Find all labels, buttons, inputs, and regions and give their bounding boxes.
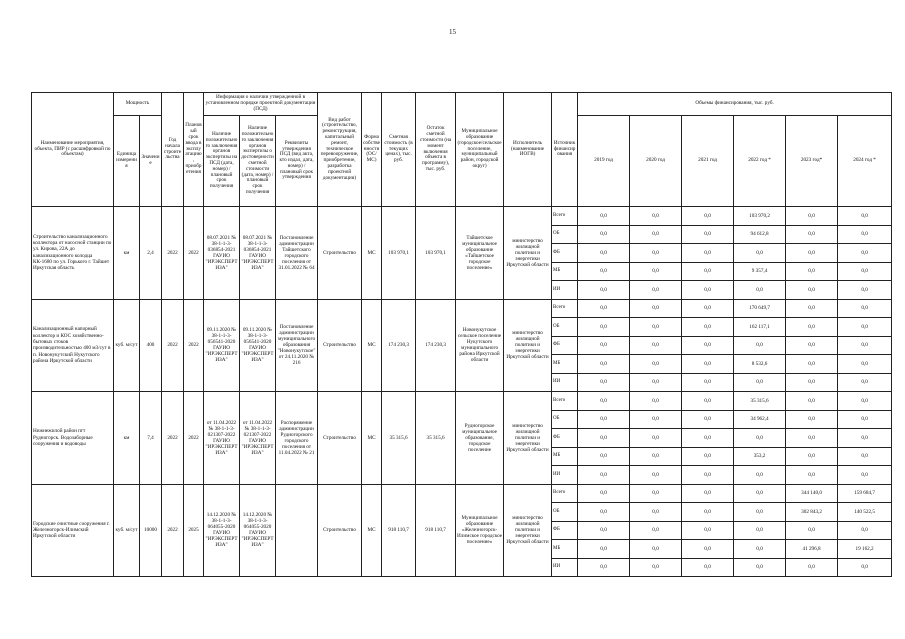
funding-value: 0,0 (578, 244, 630, 263)
funding-value: 0,0 (838, 299, 892, 318)
funding-value: 0,0 (578, 262, 630, 281)
funding-value: 0,0 (734, 373, 786, 392)
funding-table (31, 92, 892, 577)
funding-value: 34 962,4 (734, 410, 786, 429)
executor: министерство жилищной политики и энергетики Иркутской области (504, 484, 552, 577)
remaining-cost: 35 315,6 (416, 392, 456, 485)
municipality: Тайшетское муниципальное образование «Тайшетское городское поселение» (456, 207, 504, 300)
expertise-cell: 14.12.2020 № 38-1-1-3-064055-2020 ГАУИО "ИРЭКСПЕРТИЗА" (204, 484, 240, 577)
funding-source: Всего (552, 207, 578, 226)
funding-value: 0,0 (786, 355, 838, 374)
funding-value: 0,0 (630, 558, 682, 577)
header-start-year: Год начала строительства (162, 93, 184, 207)
funding-value: 0,0 (682, 429, 734, 448)
funding-source: Всего (552, 392, 578, 411)
funding-source: ИИ (552, 373, 578, 392)
funding-value: 8 532,6 (734, 355, 786, 374)
estimate-cost: 174 230,3 (382, 299, 416, 392)
funding-value: 0,0 (630, 244, 682, 263)
funding-value: 0,0 (578, 355, 630, 374)
header-approval: Реквизиты утверждения ПСД (вид акта, кто издал, дата, номер) / плановый срок утверждения (276, 116, 318, 207)
funding-value: 344 140,0 (786, 484, 838, 503)
table-row (32, 484, 892, 503)
remaining-cost: 174 230,3 (416, 299, 456, 392)
funding-value: 0,0 (578, 299, 630, 318)
funding-source: Всего (552, 299, 578, 318)
header-cost-expertise: Наличие положительного заключения органов экспертизы о достоверности сметной стоимости (дата, номер) / плановый срок получения (240, 116, 276, 207)
object-name: Канализационный напорный коллектор и КОС хозяйственно-бытовых стоков производительностью 400 м3/сут в п. Новонукутский Нукутского района Иркутской области (32, 299, 114, 392)
funding-source: Всего (552, 484, 578, 503)
funding-value: 0,0 (578, 207, 630, 226)
executor: министерство жилищной политики и энергетики Иркутской области (504, 392, 552, 485)
funding-value: 0,0 (734, 244, 786, 263)
start-year: 2022 (162, 484, 184, 577)
funding-value: 0,0 (682, 503, 734, 522)
capacity-unit: куб. м/сут (114, 299, 140, 392)
funding-source: МБ (552, 447, 578, 466)
funding-value: 0,0 (578, 484, 630, 503)
funding-value: 0,0 (682, 207, 734, 226)
funding-value: 0,0 (786, 244, 838, 263)
funding-value: 0,0 (786, 281, 838, 300)
header-value: Значение (140, 116, 162, 207)
estimate-cost: 103 970,1 (382, 207, 416, 300)
funding-value: 0,0 (630, 355, 682, 374)
funding-value: 170 649,7 (734, 299, 786, 318)
header-year-2019: 2019 год (578, 116, 630, 207)
funding-value: 41 296,8 (786, 540, 838, 559)
funding-value: 0,0 (630, 521, 682, 540)
header-expertise: Наличие положительного заключения органов экспертизы на ПСД (дата, номер) / плановый срок получения (204, 116, 240, 207)
funding-value: 0,0 (786, 299, 838, 318)
funding-source: ОБ (552, 225, 578, 244)
funding-value: 0,0 (682, 355, 734, 374)
funding-value: 0,0 (786, 207, 838, 226)
table-row (32, 392, 892, 411)
funding-value: 0,0 (630, 466, 682, 485)
funding-value: 0,0 (630, 484, 682, 503)
capacity-value: 400 (140, 299, 162, 392)
ownership: МС (362, 484, 382, 577)
municipality: Рудногорское муниципальное образование, городское поселение (456, 392, 504, 485)
funding-value: 0,0 (682, 540, 734, 559)
object-name: Строительство канализационного коллектора от насосной станции по ул. Кирова, 22А до канализационного колодца КК-1680 по ул. Горького г. Тайшет Иркутская область (32, 207, 114, 300)
funding-value: 0,0 (838, 244, 892, 263)
table-row (32, 299, 892, 318)
funding-source: МБ (552, 355, 578, 374)
funding-value: 0,0 (786, 336, 838, 355)
commission-year: 2022 (184, 299, 204, 392)
funding-value: 0,0 (630, 262, 682, 281)
funding-value: 0,0 (838, 558, 892, 577)
funding-value: 0,0 (630, 429, 682, 448)
funding-value: 35 315,6 (734, 392, 786, 411)
funding-value: 0,0 (578, 429, 630, 448)
remaining-cost: 918 110,7 (416, 484, 456, 577)
funding-value: 0,0 (734, 540, 786, 559)
funding-value: 0,0 (838, 410, 892, 429)
funding-value: 9 357,4 (734, 262, 786, 281)
funding-value: 0,0 (630, 318, 682, 337)
header-estimate: Сметная стоимость (в текущих ценах), тыс. руб. (382, 93, 416, 207)
funding-value: 0,0 (578, 503, 630, 522)
funding-value: 140 522,5 (838, 503, 892, 522)
funding-value: 0,0 (630, 281, 682, 300)
funding-value: 0,0 (682, 244, 734, 263)
funding-value: 0,0 (682, 373, 734, 392)
funding-value: 0,0 (734, 336, 786, 355)
cost-expertise-cell: 09.11.2020 № 38-1-1-3-056541-2020 ГАУИО "ИРЭКСПЕРТИЗА" (240, 299, 276, 392)
funding-value: 0,0 (630, 299, 682, 318)
funding-value: 94 612,8 (734, 225, 786, 244)
funding-value: 0,0 (578, 521, 630, 540)
funding-value: 0,0 (578, 392, 630, 411)
funding-source: ОБ (552, 503, 578, 522)
funding-value: 0,0 (838, 373, 892, 392)
start-year: 2022 (162, 207, 184, 300)
funding-value: 0,0 (682, 281, 734, 300)
funding-value: 0,0 (734, 503, 786, 522)
executor: министерство жилищной политики и энергетики Иркутской области (504, 207, 552, 300)
capacity-unit: км (114, 207, 140, 300)
work-type: Строительство (318, 299, 362, 392)
funding-value: 0,0 (786, 558, 838, 577)
header-name: Наименование мероприятия, объекта, ПИР (с расшифровкой по объектам) (32, 93, 114, 207)
ownership: МС (362, 299, 382, 392)
estimate-cost: 918 110,7 (382, 484, 416, 577)
funding-value: 0,0 (838, 207, 892, 226)
funding-value: 0,0 (682, 392, 734, 411)
funding-value: 0,0 (578, 336, 630, 355)
cost-expertise-cell: 14.12.2020 № 38-1-1-3-064055-2020 ГАУИО "ИРЭКСПЕРТИЗА" (240, 484, 276, 577)
funding-value: 0,0 (734, 558, 786, 577)
expertise-cell: от 11.04.2022 № 38-1-1-3-021307-2022 ГАУИО "ИРЭКСПЕРТИЗА" (204, 392, 240, 485)
table-body (32, 207, 892, 577)
funding-value: 0,0 (630, 207, 682, 226)
table-row (32, 207, 892, 226)
header-year-2020: 2020 год (630, 116, 682, 207)
header-year-2024: 2024 год * (838, 116, 892, 207)
funding-value: 0,0 (838, 262, 892, 281)
header-year-2023: 2023 год* (786, 116, 838, 207)
funding-value: 0,0 (682, 558, 734, 577)
capacity-value: 10000 (140, 484, 162, 577)
funding-value: 0,0 (578, 225, 630, 244)
funding-value: 0,0 (734, 466, 786, 485)
funding-value: 0,0 (682, 466, 734, 485)
header-year-2021: 2021 год (682, 116, 734, 207)
start-year: 2022 (162, 392, 184, 485)
funding-value: 0,0 (786, 225, 838, 244)
expertise-cell: 08.07.2021 № 38-1-1-3-036854-2021 ГАУИО "ИРЭКСПЕРТИЗА" (204, 207, 240, 300)
funding-value: 0,0 (630, 503, 682, 522)
funding-value: 0,0 (838, 447, 892, 466)
approval-cell (276, 484, 318, 577)
funding-source: ИИ (552, 466, 578, 485)
header-funding: Объемы финансирования, тыс. руб. (578, 93, 892, 116)
approval-cell: Постановление администрации муниципального образования "Новонукутское" от 24.11.2020 № 216 (276, 299, 318, 392)
start-year: 2022 (162, 299, 184, 392)
funding-value: 0,0 (786, 262, 838, 281)
cost-expertise-cell: от 11.04.2022 № 38-1-1-3-021307-2022 ГАУИО "ИРЭКСПЕРТИЗА" (240, 392, 276, 485)
funding-value: 0,0 (734, 429, 786, 448)
funding-value: 0,0 (838, 521, 892, 540)
funding-value: 0,0 (578, 373, 630, 392)
funding-value: 0,0 (630, 410, 682, 429)
work-type: Строительство (318, 484, 362, 577)
funding-value: 0,0 (786, 466, 838, 485)
funding-value: 0,0 (630, 373, 682, 392)
funding-value: 0,0 (578, 540, 630, 559)
funding-value: 0,0 (786, 392, 838, 411)
cost-expertise-cell: 08.07.2021 № 38-1-1-3-036854-2021 ГАУИО "ИРЭКСПЕРТИЗА" (240, 207, 276, 300)
funding-value: 0,0 (838, 429, 892, 448)
commission-year: 2025 (184, 484, 204, 577)
funding-source: ФБ (552, 336, 578, 355)
funding-value: 0,0 (838, 336, 892, 355)
header-commission-year: Плановый срок ввода в эксплуатацию, приобретения (184, 93, 204, 207)
expertise-cell: 09.11.2020 № 38-1-1-3-056541-2020 ГАУИО "ИРЭКСПЕРТИЗА" (204, 299, 240, 392)
funding-value: 0,0 (682, 521, 734, 540)
funding-value: 0,0 (786, 373, 838, 392)
capacity-value: 2,4 (140, 207, 162, 300)
funding-source: МБ (552, 262, 578, 281)
funding-source: ФБ (552, 429, 578, 448)
funding-value: 353,2 (734, 447, 786, 466)
funding-value: 0,0 (682, 484, 734, 503)
funding-value: 0,0 (578, 466, 630, 485)
funding-value: 0,0 (734, 521, 786, 540)
funding-value: 19 162,2 (838, 540, 892, 559)
header-source: Источник финансирования (552, 93, 578, 207)
funding-value: 0,0 (578, 558, 630, 577)
approval-cell: Распоряжение администрации Рудногорского городского поселения от 11.04.2022 № 21 (276, 392, 318, 485)
header-psd-info: Информация о наличии утвержденной в установленном порядке проектной документации (ПСД) (204, 93, 318, 116)
funding-value: 0,0 (734, 484, 786, 503)
page-number: 15 (449, 28, 456, 36)
funding-value: 0,0 (578, 318, 630, 337)
funding-value: 0,0 (786, 429, 838, 448)
funding-source: ОБ (552, 410, 578, 429)
header-ownership: Форма собственности (ОС/МС) (362, 93, 382, 207)
funding-value: 103 970,2 (734, 207, 786, 226)
header-remaining: Остаток сметной стоимости (на момент включения объекта в программу), тыс. руб. (416, 93, 456, 207)
capacity-unit: куб. м/сут (114, 484, 140, 577)
funding-source: ИИ (552, 558, 578, 577)
funding-value: 0,0 (786, 410, 838, 429)
funding-value: 0,0 (682, 299, 734, 318)
municipality: Муниципальное образование «Железногорск-Илимское городское поселение» (456, 484, 504, 577)
commission-year: 2022 (184, 392, 204, 485)
funding-value: 0,0 (630, 540, 682, 559)
funding-value: 0,0 (682, 447, 734, 466)
funding-value: 0,0 (630, 447, 682, 466)
header-executor: Исполнитель (наименование ИОГВ) (504, 93, 552, 207)
funding-value: 159 684,7 (838, 484, 892, 503)
remaining-cost: 103 970,1 (416, 207, 456, 300)
funding-value: 0,0 (838, 392, 892, 411)
funding-source: ОБ (552, 318, 578, 337)
estimate-cost: 35 315,6 (382, 392, 416, 485)
funding-value: 0,0 (786, 447, 838, 466)
header-unit: Единица измерения (114, 116, 140, 207)
object-name: Городские очистные сооружения г. Железногорск-Илимский Иркутской области (32, 484, 114, 577)
funding-value: 0,0 (682, 225, 734, 244)
funding-value: 0,0 (838, 355, 892, 374)
ownership: МС (362, 207, 382, 300)
funding-value: 302 843,2 (786, 503, 838, 522)
funding-source: ФБ (552, 521, 578, 540)
funding-value: 162 117,1 (734, 318, 786, 337)
funding-value: 0,0 (838, 466, 892, 485)
header-work-type: Вид работ (строительство, реконструкция, капитальный ремонт, техническое перевооружение, приобретение, разработка проектной документации) (318, 93, 362, 207)
commission-year: 2022 (184, 207, 204, 300)
work-type: Строительство (318, 207, 362, 300)
approval-cell: Постановление администрации Тайшетского городского поселения от 31.01.2022 № 64 (276, 207, 318, 300)
funding-value: 0,0 (578, 447, 630, 466)
ownership: МС (362, 392, 382, 485)
funding-value: 0,0 (734, 281, 786, 300)
funding-source: МБ (552, 540, 578, 559)
funding-value: 0,0 (786, 521, 838, 540)
header-year-2022: 2022 год * (734, 116, 786, 207)
object-name: Нижнежилой район пгт Рудногорск. Водозаборные сооружения и водоводы (32, 392, 114, 485)
funding-value: 0,0 (838, 281, 892, 300)
work-type: Строительство (318, 392, 362, 485)
header-capacity: Мощность (114, 93, 162, 116)
capacity-unit: км (114, 392, 140, 485)
funding-value: 0,0 (630, 225, 682, 244)
funding-value: 0,0 (682, 318, 734, 337)
funding-value: 0,0 (630, 336, 682, 355)
funding-value: 0,0 (838, 318, 892, 337)
funding-value: 0,0 (838, 225, 892, 244)
municipality: Новонукутское сельское поселение Нукутского муниципального района Иркутской области (456, 299, 504, 392)
capacity-value: 7,4 (140, 392, 162, 485)
funding-value: 0,0 (578, 410, 630, 429)
funding-value: 0,0 (786, 318, 838, 337)
funding-value: 0,0 (682, 262, 734, 281)
funding-source: ФБ (552, 244, 578, 263)
funding-value: 0,0 (578, 281, 630, 300)
funding-value: 0,0 (630, 392, 682, 411)
funding-value: 0,0 (682, 336, 734, 355)
funding-source: ИИ (552, 281, 578, 300)
executor: министерство жилищной политики и энергетики Иркутской области (504, 299, 552, 392)
funding-value: 0,0 (682, 410, 734, 429)
header-municipality: Муниципальное образование (городское/сельское поселение, муниципальный район, городской округ) (456, 93, 504, 207)
